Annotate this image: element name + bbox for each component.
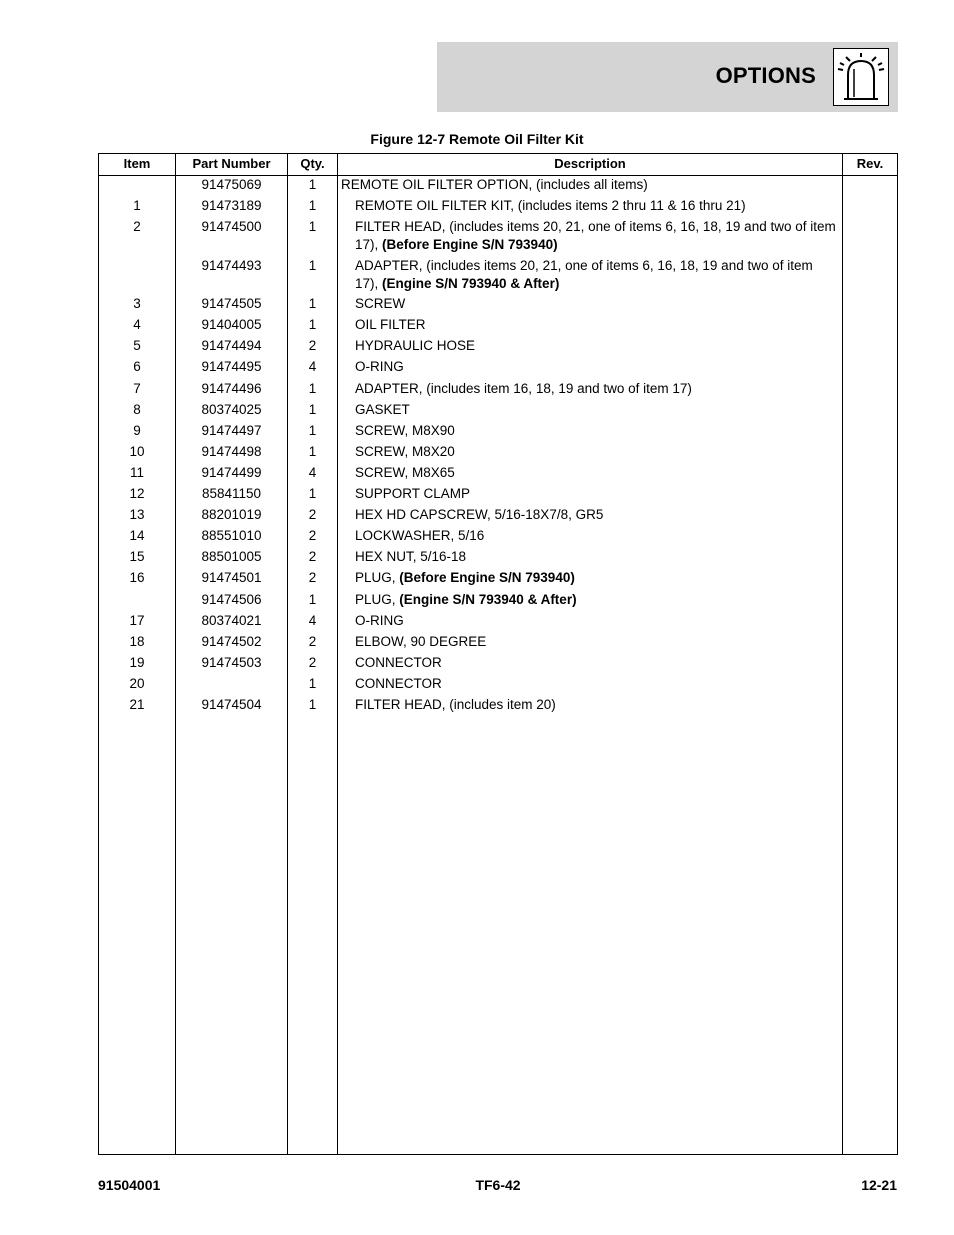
description: [355, 591, 837, 609]
quantity: 1: [308, 486, 317, 502]
part-number: 85841150: [201, 486, 262, 502]
item-number: 5: [133, 338, 141, 354]
column-header-qty: Qty.: [300, 156, 325, 171]
item-number: 16: [129, 570, 145, 586]
footer-doc-number: 91504001: [98, 1177, 161, 1193]
description: [355, 485, 837, 503]
description-text: CONNECTOR: [355, 654, 442, 670]
part-number: 91474500: [201, 219, 262, 235]
quantity: 1: [308, 401, 317, 417]
footer-page-number: 12-21: [861, 1177, 897, 1193]
description: [355, 612, 837, 630]
table-row: [99, 675, 897, 696]
serial-range-note: (Engine S/N 793940 & After): [399, 591, 577, 607]
table-row: [99, 176, 897, 197]
table-row: [99, 197, 897, 218]
section-header: [437, 42, 898, 112]
description: [355, 337, 837, 355]
description-text: ADAPTER, (includes items 20, 21, one of items 6, 16, 18, 19 and two of item 17),: [355, 257, 813, 291]
item-number: 9: [133, 422, 141, 438]
serial-range-note: (Engine S/N 793940 & After): [382, 275, 560, 291]
table-row: [99, 380, 897, 401]
item-number: 12: [129, 486, 145, 502]
table-row: [99, 506, 897, 527]
column-header-rev: Rev.: [856, 156, 884, 171]
item-number: 8: [133, 401, 141, 417]
description-text: LOCKWASHER, 5/16: [355, 528, 485, 544]
table-row: [99, 257, 897, 296]
description-text: SUPPORT CLAMP: [355, 486, 471, 502]
parts-table: [98, 153, 898, 1155]
description: [355, 569, 837, 587]
quantity: 1: [308, 177, 317, 192]
part-number: 91474497: [201, 422, 262, 438]
table-row: [99, 591, 897, 612]
part-number: 91474505: [201, 296, 262, 312]
table-row: [99, 485, 897, 506]
part-number: 88201019: [201, 507, 262, 523]
quantity: 4: [308, 359, 317, 375]
item-number: 19: [129, 654, 145, 670]
description: [355, 218, 837, 254]
column-header-part-number: Part Number: [192, 156, 271, 171]
quantity: 1: [308, 198, 317, 214]
table-row: [99, 218, 897, 257]
serial-range-note: (Before Engine S/N 793940): [399, 570, 575, 586]
quantity: 4: [308, 612, 317, 628]
quantity: 4: [308, 464, 317, 480]
quantity: 1: [308, 696, 317, 712]
part-number: 91474498: [201, 443, 262, 459]
quantity: 2: [308, 338, 317, 354]
item-number: 4: [133, 317, 141, 333]
description: [355, 295, 837, 313]
table-row: [99, 295, 897, 316]
quantity: 2: [308, 570, 317, 586]
figure-title: Figure 12-7 Remote Oil Filter Kit: [370, 131, 584, 147]
item-number: 1: [133, 198, 141, 214]
description-text: PLUG,: [355, 570, 400, 586]
column-header-item: Item: [123, 156, 151, 171]
description-text: OIL FILTER: [355, 317, 426, 333]
description-text: ELBOW, 90 DEGREE: [355, 633, 487, 649]
item-number: 18: [129, 633, 145, 649]
table-row: [99, 337, 897, 358]
description: [355, 401, 837, 419]
description-text: SCREW, M8X65: [355, 464, 455, 480]
item-number: 7: [133, 380, 141, 396]
description: [355, 633, 837, 651]
quantity: 2: [308, 654, 317, 670]
table-row: [99, 401, 897, 422]
quantity: 1: [308, 296, 317, 312]
part-number: 91404005: [201, 317, 262, 333]
column-header-description: Description: [554, 156, 626, 171]
description-text: O-RING: [355, 359, 404, 375]
part-number: 91474494: [201, 338, 262, 354]
table-row: [99, 633, 897, 654]
description-text: SCREW, M8X20: [355, 443, 455, 459]
table-row: [99, 464, 897, 485]
table-row: [99, 612, 897, 633]
table-row: [99, 654, 897, 675]
item-number: 20: [129, 675, 145, 691]
part-number: 91474493: [201, 257, 262, 273]
part-number: 91474501: [201, 570, 262, 586]
description-text: FILTER HEAD, (includes item 20): [355, 696, 556, 712]
description: [355, 506, 837, 524]
item-number: 10: [129, 443, 145, 459]
item-number: 14: [129, 528, 145, 544]
part-number: 91474496: [201, 380, 262, 396]
quantity: 2: [308, 528, 317, 544]
quantity: 2: [308, 507, 317, 523]
description: [355, 257, 837, 293]
description: [341, 176, 836, 194]
table-row: [99, 527, 897, 548]
table-row: [99, 548, 897, 569]
description: [355, 443, 837, 461]
item-number: 3: [133, 296, 141, 312]
item-number: 21: [129, 696, 145, 712]
description-text: SCREW, M8X90: [355, 422, 455, 438]
quantity: 1: [308, 591, 317, 607]
part-number: 91474502: [201, 633, 262, 649]
table-row: [99, 422, 897, 443]
description-text: CONNECTOR: [355, 675, 442, 691]
part-number: 91474495: [201, 359, 262, 375]
description-text: PLUG,: [355, 591, 400, 607]
description: [355, 197, 837, 215]
description: [355, 527, 837, 545]
table-row: [99, 443, 897, 464]
footer-model: TF6-42: [475, 1177, 521, 1193]
table-row: [99, 696, 897, 717]
description: [355, 316, 837, 334]
part-number: 88501005: [201, 549, 262, 565]
description: [355, 422, 837, 440]
part-number: 91474506: [201, 591, 262, 607]
description-text: O-RING: [355, 612, 404, 628]
table-row: [99, 316, 897, 337]
description-text: SCREW: [355, 296, 406, 312]
description-text: HEX HD CAPSCREW, 5/16-18X7/8, GR5: [355, 507, 604, 523]
description-text: REMOTE OIL FILTER OPTION, (includes all items): [341, 177, 648, 192]
description: [355, 464, 837, 482]
description-text: ADAPTER, (includes item 16, 18, 19 and two of item 17): [355, 380, 692, 396]
part-number: 91474499: [201, 464, 262, 480]
table-row: [99, 358, 897, 379]
warning-beacon-icon: [833, 48, 889, 106]
serial-range-note: (Before Engine S/N 793940): [382, 237, 558, 253]
quantity: 2: [308, 633, 317, 649]
item-number: 11: [129, 464, 144, 480]
description-text: HEX NUT, 5/16-18: [355, 549, 467, 565]
description: [355, 675, 837, 693]
description: [355, 654, 837, 672]
part-number: 91473189: [201, 198, 262, 214]
item-number: 17: [129, 612, 145, 628]
part-number: 91475069: [201, 177, 262, 192]
description-text: REMOTE OIL FILTER KIT, (includes items 2 thru 11 & 16 thru 21): [355, 198, 746, 214]
quantity: 1: [308, 422, 317, 438]
item-number: 15: [129, 549, 145, 565]
item-number: 2: [133, 219, 141, 235]
description-text: GASKET: [355, 401, 410, 417]
quantity: 1: [308, 443, 317, 459]
quantity: 1: [308, 675, 317, 691]
part-number: 80374021: [201, 612, 262, 628]
quantity: 1: [308, 317, 317, 333]
description: [355, 696, 837, 714]
quantity: 1: [308, 219, 317, 235]
table-row: [99, 569, 897, 590]
description-text: HYDRAULIC HOSE: [355, 338, 476, 354]
description: [355, 548, 837, 566]
section-title: OPTIONS: [715, 63, 816, 88]
description: [355, 358, 837, 376]
part-number: 88551010: [201, 528, 262, 544]
quantity: 2: [308, 549, 317, 565]
quantity: 1: [308, 257, 317, 273]
item-number: 13: [129, 507, 145, 523]
part-number: 91474503: [201, 654, 262, 670]
quantity: 1: [308, 380, 317, 396]
part-number: 80374025: [201, 401, 262, 417]
description: [355, 380, 837, 398]
item-number: 6: [133, 359, 141, 375]
part-number: 91474504: [201, 696, 262, 712]
table-body: [99, 176, 897, 717]
description-text: FILTER HEAD, (includes items 20, 21, one of items 6, 16, 18, 19 and two of item 17),: [355, 219, 836, 253]
